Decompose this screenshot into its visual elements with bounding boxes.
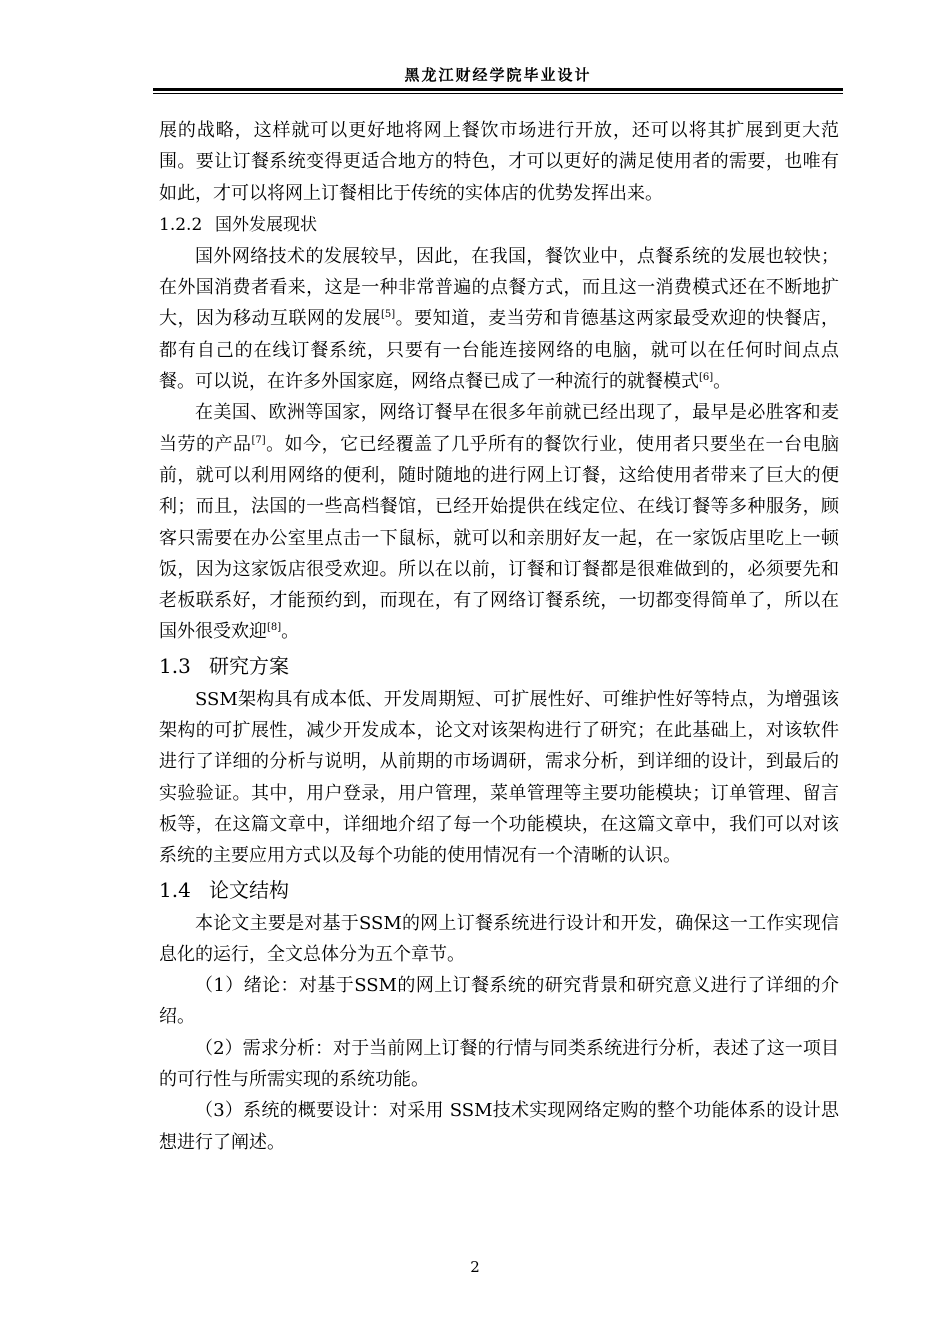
paragraph-text: 。 — [281, 621, 300, 643]
body-paragraph: （3）系统的概要设计：对采用 SSM技术实现网络定购的整个功能体系的设计思想进行了阐述。 — [159, 1100, 839, 1153]
section-number: 1.2.2 — [159, 214, 203, 235]
header-rule-thick — [153, 88, 843, 91]
page-number: 2 — [470, 1258, 480, 1276]
body-paragraph — [159, 397, 839, 647]
citation-ref: [5] — [380, 309, 396, 321]
section-heading — [159, 209, 839, 241]
citation-ref: [7] — [251, 434, 266, 446]
citation-ref: [8] — [267, 622, 282, 634]
section-title: 论文结构 — [209, 877, 289, 902]
body-paragraph — [159, 241, 839, 397]
body-content — [159, 115, 839, 1158]
body-paragraph: （2）需求分析：对于当前网上订餐的行情与同类系统进行分析，表述了这一项目的可行性与所需实现的系统功能。 — [159, 1037, 839, 1091]
section-title: 国外发展现状 — [215, 214, 317, 235]
running-header-title: 黑龙江财经学院毕业设计 — [404, 66, 592, 84]
body-paragraph: （1）绪论：对基于SSM的网上订餐系统的研究背景和研究意义进行了详细的介绍。 — [159, 975, 839, 1028]
section-title: 研究方案 — [209, 653, 289, 678]
paragraph-text: 。要知道，麦当劳和肯德基这两家最受欢迎的快餐店，都有自己的在线订餐系统，只要有一台能连接网络的电脑，就可以在任何时间点点餐。可以说，在许多外国家庭，网络点餐已成了一种流行的就餐模式 — [159, 308, 840, 393]
paragraph-text: 国外网络技术的发展较早，因此，在我国，餐饮业中，点餐系统的发展也较快；在外国消费者看来，这是一种非常普遍的点餐方式，而且这一消费模式还在不断地扩大，因为移动互联网的发展 — [159, 245, 839, 330]
body-paragraph: SSM架构具有成本低、开发周期短、可扩展性好、可维护性好等特点，为增强该架构的可扩展性，减少开发成本，论文对该架构进行了研究；在此基础上，对该软件进行了详细的分析与说明，从前期的市场调研，需求分析，到详细的设计，到最后的实验验证。其中，用户登录，用户管理，菜单管理等主要功能模块；订单管理、留言板等，在这篇文章中，详细地介绍了每一个功能模块，在这篇文章中，我们可以对该系统的主要应用方式以及每个功能的使用情况有一个清晰的认识。 — [159, 688, 839, 867]
paragraph-text: 在美国、欧洲等国家，网络订餐早在很多年前就已经出现了，最早是必胜客和麦当劳的产品 — [159, 402, 839, 455]
body-paragraph: 本论文主要是对基于SSM的网上订餐系统进行设计和开发，确保这一工作实现信息化的运行，全文总体分为五个章节。 — [159, 912, 839, 965]
body-paragraph: 展的战略，这样就可以更好地将网上餐饮市场进行开放，还可以将其扩展到更大范围。要让订餐系统变得更适合地方的特色，才可以更好的满足使用者的需要，也唯有如此，才可以将网上订餐相比于传统的实体店的优势发挥出来。 — [159, 120, 839, 204]
paragraph-text: 。如今，它已经覆盖了几乎所有的餐饮行业，使用者只要坐在一台电脑前，就可以利用网络的便利，随时随地的进行网上订餐，这给使用者带来了巨大的便利；而且，法国的一些高档餐馆，已经开始提供在线定位、在线订餐等多种服务，顾客只需要在办公室里点击一下鼠标，就可以和亲朋好友一起，在一家饭店里吃上一顿饭，因为这家饭店很受欢迎。所以在以前，订餐和订餐都是很难做到的，必须要先和老板联系好，才能预约到，而现在，有了网络订餐系统，一切都变得简单了，所以在国外很受欢迎 — [159, 433, 840, 643]
section-heading — [159, 872, 839, 908]
section-number: 1.3 — [159, 653, 191, 678]
header-rule-thin — [153, 93, 843, 94]
paragraph-text: 。 — [713, 371, 732, 393]
section-heading — [159, 648, 839, 684]
citation-ref: [6] — [699, 372, 714, 384]
section-number: 1.4 — [159, 877, 191, 902]
